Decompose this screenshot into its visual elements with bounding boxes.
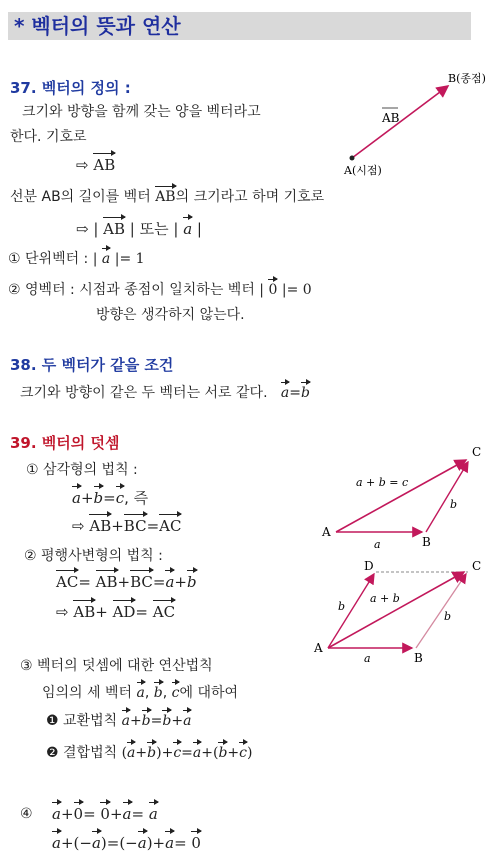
s37-item2-note: 방향은 생각하지 않는다. <box>96 307 245 323</box>
vector-AB-norm: AB <box>103 217 125 238</box>
s39-rule1: ① 삼각형의 법칙 : <box>26 462 138 478</box>
s39-rule2-eq2: ⇨ AB+ AD= AC <box>56 600 175 621</box>
point-A <box>350 156 355 161</box>
page-title: * 벡터의 뜻과 연산 <box>14 14 181 38</box>
s37-norm: ⇨ | AB | 또는 | a | <box>76 217 202 239</box>
s39-rule3-sub: 임의의 세 벡터 a, b, c에 대하여 <box>42 682 238 702</box>
s37-line3a: 선분 AB의 길이를 벡터 <box>10 189 151 205</box>
s37-item2: ② 영벡터 : 시점과 종점이 일치하는 벡터 | 0 |= 0 <box>8 279 312 299</box>
s39-rule2: ② 평행사변형의 법칙 : <box>24 548 163 564</box>
svg-text:b: b <box>444 610 452 623</box>
s39-rule4-eq2: a+(−a)=(−a)+a= 0 <box>52 831 201 852</box>
s37-line1: 크기와 방향을 함께 갖는 양을 벡터라고 <box>22 104 261 120</box>
s39-rule4-eq1: a+0= 0+a= a <box>52 802 158 823</box>
s39-rule4-num: ④ <box>20 806 33 822</box>
svg-text:B: B <box>422 535 431 549</box>
svg-text:A: A <box>314 641 323 655</box>
section-38-heading: 38. 두 벡터가 같을 조건 <box>10 356 174 374</box>
svg-text:a: a <box>374 538 381 550</box>
s39-rule2-eq: AC= AB+BC=a+b <box>56 570 197 591</box>
s38-line: 크기와 방향이 같은 두 벡터는 서로 같다. a=b <box>20 382 310 402</box>
s39-rule1-eq2: ⇨ AB+BC=AC <box>72 514 181 535</box>
section-39-heading: 39. 벡터의 덧셈 <box>10 434 120 452</box>
label-AB: AB <box>382 111 400 125</box>
svg-text:C: C <box>472 445 482 459</box>
svg-text:A: A <box>322 525 331 539</box>
label-A: A(시점) <box>344 164 382 177</box>
vector-AB: AB <box>93 153 115 174</box>
s37-item1: ① 단위벡터 : | a |= 1 <box>8 248 145 268</box>
implies-arrow: ⇨ <box>76 156 89 174</box>
s37-notation <box>76 153 115 174</box>
s39-law2: ❷ 결합법칙 (a+b)+c=a+(b+c) <box>46 742 252 762</box>
svg-text:b: b <box>338 600 346 613</box>
s37-line2: 한다. 기호로 <box>10 129 87 145</box>
svg-text:b: b <box>450 498 458 511</box>
svg-text:a + b: a + b <box>370 592 400 605</box>
s37-line3b: 의 크기라고 하며 기호로 <box>175 189 325 205</box>
s39-rule1-eq: a+b=c, 즉 <box>72 486 148 508</box>
svg-text:a: a <box>364 652 371 665</box>
svg-text:a + b = c: a + b = c <box>356 476 409 489</box>
s39-law1: ❶ 교환법칙 a+b=b+a <box>46 710 191 730</box>
vector-AB-2: AB <box>155 186 175 205</box>
vector-AB-arrow <box>352 86 448 158</box>
svg-text:C: C <box>472 559 482 573</box>
s37-line3 <box>10 186 324 206</box>
label-B: B(종점) <box>448 72 486 85</box>
triangle-law-diagram <box>316 442 496 550</box>
vector-AB-diagram <box>330 68 495 180</box>
svg-text:D: D <box>364 559 374 573</box>
implies-arrow: ⇨ <box>76 220 89 238</box>
s39-rule3: ③ 벡터의 덧셈에 대한 연산법칙 <box>20 658 213 674</box>
norm-or: 또는 <box>139 220 169 238</box>
section-37-heading: 37. 벡터의 정의 : <box>10 79 131 97</box>
svg-text:B: B <box>414 651 423 665</box>
parallelogram-law-diagram <box>310 556 496 668</box>
